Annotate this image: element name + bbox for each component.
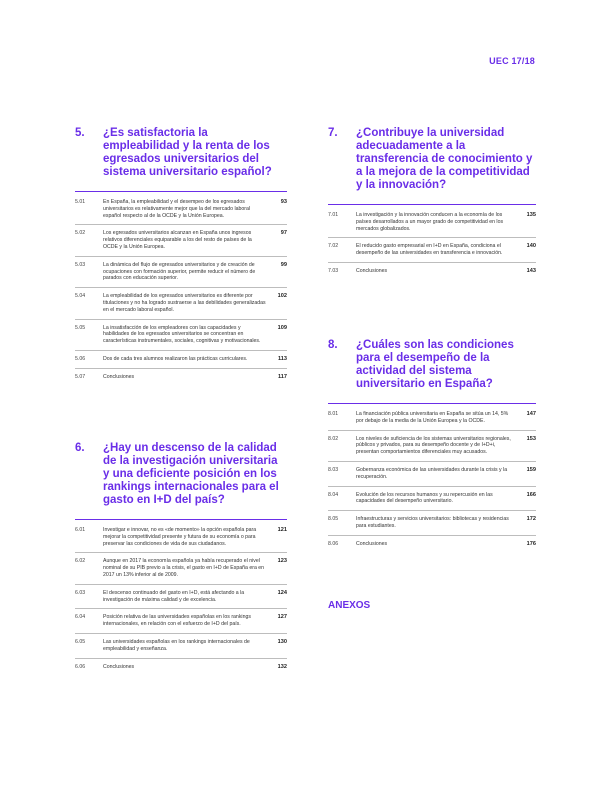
entry-number: 6.03 — [75, 589, 86, 596]
entry-title: Evolución de los recursos humanos y su repercusión en las capacidades del desempeño universitario. — [356, 491, 493, 505]
entry-title: Los niveles de suficiencia de los sistemas universitarios regionales, públicos y privados, para su desempeño docente y de I+D+i, presentan comportamientos diferenciales muy acusados. — [356, 435, 511, 456]
entry-page-number: 176 — [526, 540, 536, 547]
entry-number: 5.07 — [75, 373, 86, 380]
entry-number: 5.02 — [75, 230, 86, 237]
toc-entry[interactable] — [328, 436, 536, 462]
entry-page-number: 127 — [277, 614, 287, 621]
entry-page-number: 121 — [277, 527, 287, 533]
toc-entry[interactable] — [328, 411, 536, 431]
entry-title: Investigar e innovar, no es «de momento» la opción española para mejorar la competitividad presente y futura de su economía o para preservar las condiciones de vida de sus ciudadanos. — [103, 527, 257, 547]
section-number: 8. — [328, 339, 338, 351]
toc-entry[interactable] — [328, 212, 536, 238]
entry-number: 6.06 — [75, 663, 86, 670]
entry-page-number: 132 — [277, 663, 287, 670]
section-divider — [75, 519, 287, 520]
entry-title: La insatisfacción de los empleadores con las capacidades y habilidades de los egresados universitarios se concentran en características instrumentales, sociales, cognitivas y motivacionales. — [103, 324, 261, 345]
toc-entry[interactable] — [328, 243, 536, 263]
toc-entry[interactable] — [75, 614, 287, 634]
entry-page-number: 147 — [526, 411, 536, 417]
entry-title: La financiación pública universitaria en España se sitúa un 14, 5% por debajo de la media de la Unión Europea y la OCDE. — [356, 411, 509, 424]
entry-number: 5.01 — [75, 199, 86, 205]
entry-title: Gobernanza económica de las universidades durante la crisis y la recuperación. — [356, 466, 508, 480]
entry-title: Infraestructuras y servicios universitarios: bibliotecas y residencias para estudiantes. — [356, 516, 509, 529]
section-heading — [328, 127, 536, 192]
toc-entry[interactable] — [75, 356, 287, 369]
entry-number: 8.02 — [328, 435, 339, 442]
entry-page-number: 97 — [280, 230, 287, 237]
toc-section-6 — [75, 442, 287, 680]
toc-section-7 — [328, 127, 536, 285]
section-number: 5. — [75, 127, 85, 139]
toc-entry[interactable] — [75, 230, 287, 256]
toc-entry[interactable] — [75, 293, 287, 319]
entry-page-number: 109 — [277, 324, 287, 331]
entry-title: Conclusiones — [103, 663, 135, 670]
entry-number: 6.04 — [75, 614, 86, 621]
entry-page-number: 124 — [277, 589, 287, 596]
entry-title: Conclusiones — [103, 373, 135, 380]
entry-page-number: 117 — [277, 373, 287, 380]
toc-entry[interactable] — [75, 199, 287, 225]
anexos-heading[interactable]: ANEXOS — [328, 600, 371, 611]
entry-number: 8.04 — [328, 491, 339, 498]
entry-number: 7.02 — [328, 243, 339, 250]
entry-page-number: 153 — [526, 435, 536, 442]
section-divider — [328, 403, 536, 404]
entry-title: Aunque en 2017 la economía española ya había recuperado el nivel nominal de su PIB previo a la crisis, el gasto en I+D de España era en 2017 un 13% inferior al de 2009. — [103, 558, 265, 578]
entry-number: 5.03 — [75, 261, 86, 268]
toc-entry[interactable] — [328, 492, 536, 512]
entry-number: 5.06 — [75, 355, 86, 362]
toc-entry[interactable] — [75, 262, 287, 288]
entry-title: En España, la empleabilidad y el desempeo de los egresados universitarios es relativamente mejor que la del mercado laboral español respecto al de la OCDE y la Unión Europea. — [103, 199, 251, 219]
toc-entry[interactable] — [328, 268, 536, 280]
entry-page-number: 143 — [526, 267, 536, 274]
entry-title: La investigación y la innovación conducen a la economía de los países desarrollados a un mayor grado de competitividad en los mercados globalizados. — [356, 212, 504, 232]
toc-entry[interactable] — [75, 527, 287, 553]
entry-title: Conclusiones — [356, 267, 388, 274]
section-heading — [328, 339, 536, 391]
entry-page-number: 102 — [277, 293, 287, 300]
section-title[interactable]: ¿Cuáles son las condiciones para el desempeño de la actividad del sistema universitario en España? — [356, 339, 514, 390]
entry-title: La dinámica del flujo de egresados universitarios y de creación de ocupaciones con formación superior, permite reducir el número de parados con educación superior. — [103, 261, 256, 282]
entry-number: 8.03 — [328, 466, 339, 473]
entry-number: 8.05 — [328, 516, 339, 523]
entry-title: La empleabilidad de los egresados universitarios es diferente por titulaciones y no ha logrado sustraerse a las debilidades generalizadas en el mercado laboral español. — [103, 293, 266, 313]
section-title[interactable]: ¿Contribuye la universidad adecuadamente a la transferencia de conocimiento y a la mejora de la competitividad y la innovación? — [356, 127, 533, 191]
section-divider — [328, 204, 536, 205]
entry-number: 8.06 — [328, 540, 339, 547]
toc-entry[interactable] — [75, 664, 287, 676]
entry-number: 7.03 — [328, 267, 339, 274]
entry-page-number: 172 — [526, 516, 536, 523]
entry-number: 6.02 — [75, 558, 86, 565]
section-heading — [75, 127, 287, 179]
entry-page-number: 166 — [526, 491, 536, 498]
entry-number: 7.01 — [328, 212, 339, 218]
section-title[interactable]: ¿Hay un descenso de la calidad de la investigación universitaria y una deficiente posición en los rankings internacionales para el gasto en I+D del país? — [103, 442, 279, 506]
entry-title: Conclusiones — [356, 540, 388, 547]
entry-title: El reducido gasto empresarial en I+D en España, condiciona el desempeño de las universidades en transferencia e innovación. — [356, 243, 503, 257]
entry-number: 6.05 — [75, 638, 86, 645]
entry-page-number: 123 — [277, 558, 287, 565]
section-number: 6. — [75, 442, 85, 454]
section-number: 7. — [328, 127, 338, 139]
toc-entry[interactable] — [328, 467, 536, 487]
section-title[interactable]: ¿Es satisfactoria la empleabilidad y la renta de los egresados universitarios del sistema universitario español? — [103, 127, 272, 178]
entry-title: Los egresados universitarios alcanzan en España unos ingresos relativos diferenciales equiparable a los del resto de países de la OCDE y la Unión Europea. — [103, 230, 252, 250]
toc-entry[interactable] — [328, 541, 536, 553]
entry-number: 8.01 — [328, 411, 339, 417]
section-heading — [75, 442, 287, 507]
entry-number: 5.04 — [75, 293, 86, 300]
toc-entry[interactable] — [328, 516, 536, 536]
entry-title: Dos de cada tres alumnos realizaron las prácticas curriculares. — [103, 355, 248, 362]
toc-entry[interactable] — [75, 590, 287, 610]
toc-section-8 — [328, 339, 536, 558]
entry-page-number: 113 — [277, 355, 287, 362]
entry-number: 6.01 — [75, 527, 86, 533]
toc-entry[interactable] — [75, 558, 287, 584]
entry-page-number: 93 — [280, 199, 287, 205]
document-reference: UEC 17/18 — [489, 56, 535, 66]
toc-entry[interactable] — [75, 374, 287, 386]
entry-title: Posición relativa de las universidades españolas en los rankings internacionales, en relación con el esfuerzo de I+D del país. — [103, 614, 251, 628]
entry-page-number: 159 — [526, 466, 536, 473]
toc-entry[interactable] — [75, 639, 287, 659]
entry-page-number: 135 — [526, 212, 536, 218]
entry-page-number: 99 — [280, 261, 287, 268]
entry-title: Las universidades españolas en los rankings internacionales de empleabilidad y enseñanza. — [103, 638, 250, 652]
entry-page-number: 130 — [277, 638, 287, 645]
toc-entry[interactable] — [75, 325, 287, 351]
entry-number: 5.05 — [75, 324, 86, 331]
entry-title: El descenso continuado del gasto en I+D, está afectando a la investigación de máxima calidad y de excelencia. — [103, 589, 245, 603]
section-divider — [75, 191, 287, 192]
toc-section-5 — [75, 127, 287, 391]
entry-page-number: 140 — [526, 243, 536, 250]
